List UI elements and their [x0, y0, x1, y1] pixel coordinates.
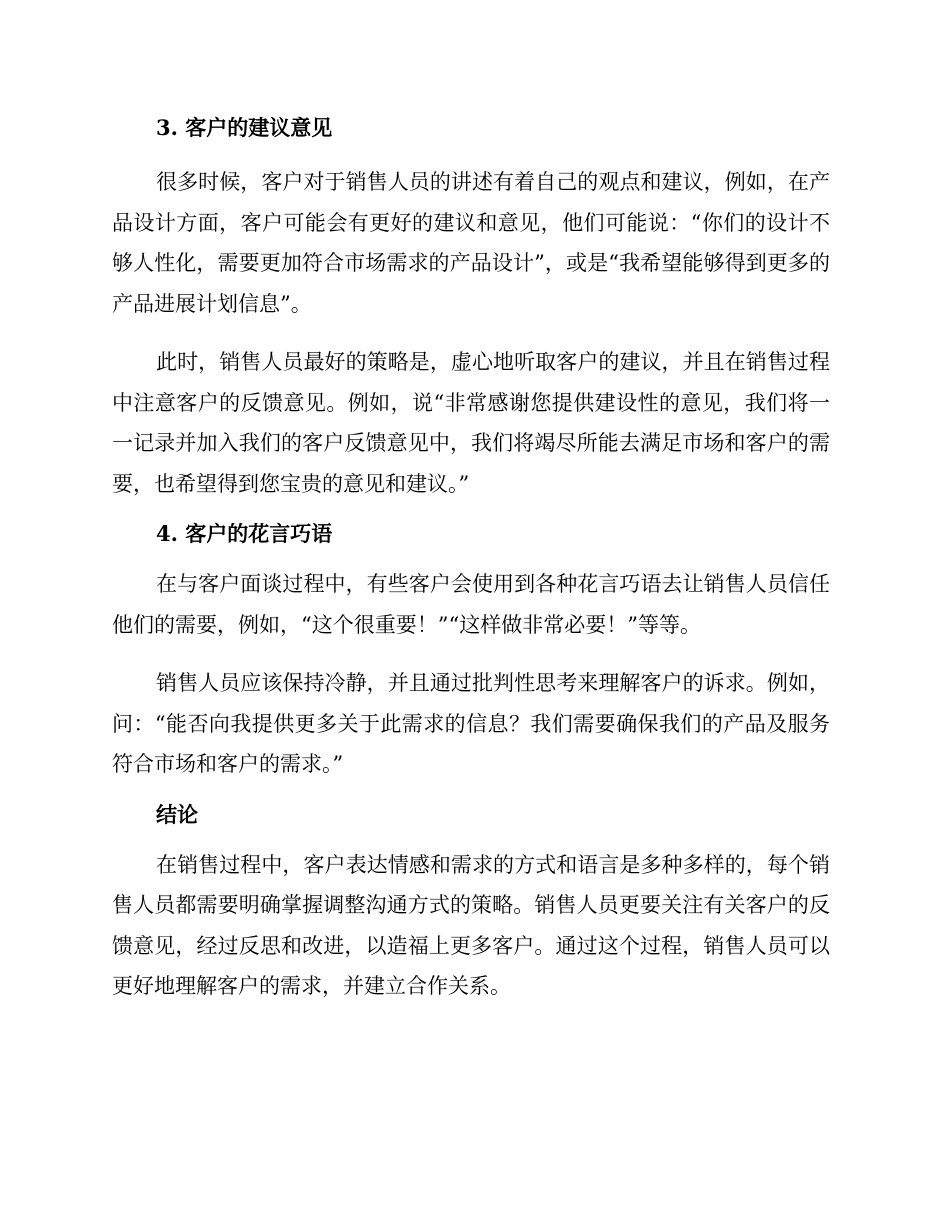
- section-customer-suggestions: [112, 110, 830, 504]
- section-heading: 结论: [156, 801, 198, 827]
- section-heading: 4. 客户的花言巧语: [156, 521, 333, 546]
- section-heading: 3. 客户的建议意见: [156, 115, 333, 140]
- paragraph: 在与客户面谈过程中，有些客户会使用到各种花言巧语去让销售人员信任他们的需要，例如，“这个很重要！”“这样做非常必要！”等等。: [112, 572, 830, 637]
- paragraph: 很多时候，客户对于销售人员的讲述有着自己的观点和建议，例如，在产品设计方面，客户可能会有更好的建议和意见，他们可能说：“你们的设计不够人性化，需要更加符合市场需求的产品设计”，或是“我希望能够得到更多的产品进展计划信息”。: [112, 170, 830, 316]
- paragraph: 在销售过程中，客户表达情感和需求的方式和语言是多种多样的，每个销售人员都需要明确掌握调整沟通方式的策略。销售人员更要关注有关客户的反馈意见，经过反思和改进，以造福上更多客户。通过这个过程，销售人员可以更好地理解客户的需求，并建立合作关系。: [112, 852, 830, 998]
- paragraph: 此时，销售人员最好的策略是，虚心地听取客户的建议，并且在销售过程中注意客户的反馈意见。例如，说“非常感谢您提供建设性的意见，我们将一一记录并加入我们的客户反馈意见中，我们将竭尽所能去满足市场和客户的需要，也希望得到您宝贵的意见和建议。”: [112, 350, 830, 496]
- document-body: [112, 110, 830, 1007]
- section-customer-sweet-talk: [112, 516, 830, 785]
- section-conclusion: [112, 797, 830, 1007]
- paragraph: 销售人员应该保持冷静，并且通过批判性思考来理解客户的诉求。例如，问：“能否向我提供更多关于此需求的信息？我们需要确保我们的产品及服务符合市场和客户的需求。”: [112, 671, 830, 776]
